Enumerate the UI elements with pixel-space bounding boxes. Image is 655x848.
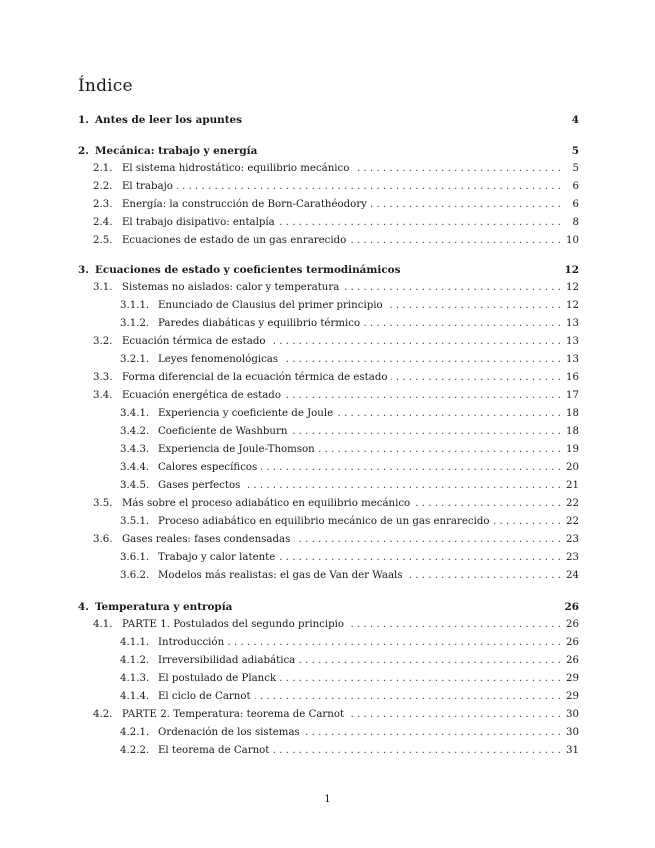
toc-entry-title: Calores específicos <box>158 462 258 473</box>
toc-entry-number: 3.6.1. <box>120 552 150 563</box>
toc-entry-number: 3.5.1. <box>120 516 150 527</box>
dot-leader <box>353 162 561 176</box>
dot-leader <box>494 515 561 529</box>
toc-entry-title: Ecuaciones de estado de un gas enrarecido <box>122 235 347 246</box>
toc-subsection-entry[interactable] <box>78 726 579 740</box>
toc-entry-page: 29 <box>566 673 579 684</box>
dot-leader <box>255 690 561 704</box>
dot-leader <box>337 407 561 421</box>
toc-entry-page: 5 <box>572 163 579 174</box>
toc-entry-number: 4.2.2. <box>120 745 150 756</box>
toc-entry-number: 4.1. <box>93 619 113 630</box>
toc-entry-page: 18 <box>566 426 579 437</box>
toc-entry-page: 29 <box>566 691 579 702</box>
dot-leader <box>348 618 561 632</box>
toc-section-entry[interactable] <box>78 389 579 403</box>
toc-entry-title: El teorema de Carnot <box>158 745 270 756</box>
dot-leader <box>282 353 561 367</box>
toc-chapter-entry[interactable] <box>78 263 579 277</box>
toc-entry-number: 4.1.1. <box>120 637 150 648</box>
toc-section-entry[interactable] <box>78 618 579 632</box>
dot-leader <box>387 299 561 313</box>
toc-entry-page: 30 <box>566 727 579 738</box>
toc-entry-page: 22 <box>566 516 579 527</box>
toc-entry-page: 13 <box>566 354 579 365</box>
dot-leader <box>299 654 561 668</box>
dot-leader <box>244 479 561 493</box>
toc-entry-title: El trabajo disipativo: entalpía <box>122 217 275 228</box>
toc-entry-title: Enunciado de Clausius del primer principio <box>158 300 383 311</box>
toc-entry-number: 2.1. <box>93 163 113 174</box>
toc-entry-title: Gases reales: fases condensadas <box>122 534 291 545</box>
toc-entry-number: 3.1. <box>93 282 113 293</box>
toc-entry-page: 4 <box>571 114 579 126</box>
toc-entry-page: 12 <box>564 264 579 276</box>
toc-section-entry[interactable] <box>78 371 579 385</box>
toc-subsection-entry[interactable] <box>78 744 579 758</box>
dot-leader <box>348 708 561 722</box>
toc-entry-number: 3.4.3. <box>120 444 150 455</box>
toc-entry-title: El trabajo <box>122 181 173 192</box>
toc-subsection-entry[interactable] <box>78 636 579 650</box>
toc-subsection-entry[interactable] <box>78 479 579 493</box>
toc-entry-number: 3.4.1. <box>120 408 150 419</box>
toc-entry-number: 2.2. <box>93 181 113 192</box>
toc-entry-title: Paredes diabáticas y equilibrio térmico <box>158 318 361 329</box>
toc-entry-page: 20 <box>566 462 579 473</box>
toc-entry-page: 23 <box>566 534 579 545</box>
toc-subsection-entry[interactable] <box>78 317 579 331</box>
toc-entry-title: Experiencia de Joule-Thomson <box>158 444 315 455</box>
toc-subsection-entry[interactable] <box>78 407 579 421</box>
toc-entry-page: 8 <box>572 217 579 228</box>
toc-entry-title: Antes de leer los apuntes <box>95 114 242 126</box>
toc-entry-title: Sistemas no aislados: calor y temperatura <box>122 282 340 293</box>
toc-section-entry[interactable] <box>78 162 579 176</box>
toc-entry-number: 3. <box>78 264 89 276</box>
dot-leader <box>319 443 561 457</box>
toc-entry-title: Ecuaciones de estado y coeficientes termodinámicos <box>95 264 401 276</box>
toc-chapter-entry[interactable] <box>78 600 579 614</box>
toc-entry-page: 13 <box>566 336 579 347</box>
toc-entry-page: 24 <box>566 570 579 581</box>
table-of-contents <box>78 0 579 848</box>
toc-entry-number: 3.1.2. <box>120 318 150 329</box>
toc-entry-number: 2.3. <box>93 199 113 210</box>
toc-section-entry[interactable] <box>78 497 579 511</box>
toc-entry-number: 3.4.2. <box>120 426 150 437</box>
toc-entry-title: Leyes fenomenológicas <box>158 354 279 365</box>
toc-subsection-entry[interactable] <box>78 654 579 668</box>
toc-entry-number: 3.4. <box>93 390 113 401</box>
toc-entry-number: 4.2. <box>93 709 113 720</box>
toc-entry-page: 16 <box>566 372 579 383</box>
toc-subsection-entry[interactable] <box>78 690 579 704</box>
toc-entry-title: PARTE 1. Postulados del segundo principio <box>122 619 345 630</box>
toc-chapter-entry[interactable] <box>78 113 579 127</box>
dot-leader <box>304 726 561 740</box>
toc-entry-page: 21 <box>566 480 579 491</box>
toc-entry-number: 3.4.5. <box>120 480 150 491</box>
toc-entry-title: Coeficiente de Washburn <box>158 426 288 437</box>
toc-section-entry[interactable] <box>78 335 579 349</box>
toc-subsection-entry[interactable] <box>78 353 579 367</box>
dot-leader <box>294 533 561 547</box>
toc-entry-number: 4.1.4. <box>120 691 150 702</box>
toc-entry-page: 23 <box>566 552 579 563</box>
toc-entry-page: 12 <box>566 282 579 293</box>
toc-entry-page: 30 <box>566 709 579 720</box>
dot-leader <box>371 198 561 212</box>
toc-entry-title: Trabajo y calor latente <box>158 552 276 563</box>
toc-section-entry[interactable] <box>78 234 579 248</box>
toc-entry-number: 4.1.2. <box>120 655 150 666</box>
page-number: 1 <box>324 794 331 805</box>
toc-entry-title: Modelos más realistas: el gas de Van der Waals <box>158 570 403 581</box>
toc-entry-number: 1. <box>78 114 89 126</box>
toc-entry-title: Introducción <box>158 637 225 648</box>
dot-leader <box>343 281 561 295</box>
toc-entry-page: 26 <box>566 655 579 666</box>
dot-leader <box>261 461 561 475</box>
toc-entry-number: 3.5. <box>93 498 113 509</box>
toc-entry-title: El postulado de Planck <box>158 673 277 684</box>
toc-entry-page: 18 <box>566 408 579 419</box>
toc-entry-number: 2.4. <box>93 217 113 228</box>
toc-entry-title: Irreversibilidad adiabática <box>158 655 296 666</box>
toc-entry-title: El ciclo de Carnot <box>158 691 251 702</box>
dot-leader <box>279 216 561 230</box>
dot-leader <box>391 371 561 385</box>
toc-entry-title: Energía: la construcción de Born-Carathéodory <box>122 199 367 210</box>
toc-entry-number: 3.4.4. <box>120 462 150 473</box>
toc-entry-page: 13 <box>566 318 579 329</box>
toc-entry-page: 19 <box>566 444 579 455</box>
dot-leader <box>350 234 561 248</box>
toc-section-entry[interactable] <box>78 198 579 212</box>
dot-leader <box>280 672 561 686</box>
toc-subsection-entry[interactable] <box>78 551 579 565</box>
toc-entry-page: 5 <box>571 145 579 157</box>
toc-entry-title: Más sobre el proceso adiabático en equilibrio mecánico <box>122 498 411 509</box>
dot-leader <box>279 551 561 565</box>
toc-entry-page: 26 <box>566 619 579 630</box>
toc-entry-title: Gases perfectos <box>158 480 241 491</box>
toc-entry-number: 2.5. <box>93 235 113 246</box>
toc-entry-title: Temperatura y entropía <box>95 601 233 613</box>
toc-section-entry[interactable] <box>78 708 579 722</box>
toc-entry-number: 3.6. <box>93 534 113 545</box>
toc-entry-page: 22 <box>566 498 579 509</box>
dot-leader <box>285 389 561 403</box>
toc-entry-page: 6 <box>572 181 579 192</box>
toc-entry-page: 26 <box>566 637 579 648</box>
toc-subsection-entry[interactable] <box>78 425 579 439</box>
toc-entry-title: Ecuación térmica de estado <box>122 336 266 347</box>
toc-subsection-entry[interactable] <box>78 461 579 475</box>
toc-entry-number: 2. <box>78 145 89 157</box>
toc-entry-number: 3.2. <box>93 336 113 347</box>
dot-leader <box>407 569 561 583</box>
toc-entry-title: Proceso adiabático en equilibrio mecánico de un gas enrarecido <box>158 516 490 527</box>
toc-entry-number: 3.6.2. <box>120 570 150 581</box>
toc-entry-page: 26 <box>564 601 579 613</box>
dot-leader <box>269 335 561 349</box>
toc-entry-page: 17 <box>566 390 579 401</box>
toc-entry-page: 31 <box>566 745 579 756</box>
toc-entry-number: 3.2.1. <box>120 354 150 365</box>
dot-leader <box>364 317 561 331</box>
toc-subsection-entry[interactable] <box>78 443 579 457</box>
toc-entry-title: Ecuación energética de estado <box>122 390 281 401</box>
toc-section-entry[interactable] <box>78 216 579 230</box>
toc-entry-page: 6 <box>572 199 579 210</box>
toc-entry-title: Mecánica: trabajo y energía <box>95 145 258 157</box>
toc-entry-page: 12 <box>566 300 579 311</box>
toc-entry-number: 3.3. <box>93 372 113 383</box>
toc-chapter-entry[interactable] <box>78 144 579 158</box>
toc-entry-number: 4.2.1. <box>120 727 150 738</box>
toc-entry-title: El sistema hidrostático: equilibrio mecánico <box>122 163 350 174</box>
toc-section-entry[interactable] <box>78 281 579 295</box>
toc-section-entry[interactable] <box>78 533 579 547</box>
toc-entry-title: Forma diferencial de la ecuación térmica de estado <box>122 372 388 383</box>
dot-leader <box>273 744 561 758</box>
toc-entry-number: 3.1.1. <box>120 300 150 311</box>
toc-subsection-entry[interactable] <box>78 569 579 583</box>
toc-entry-title: Experiencia y coeficiente de Joule <box>158 408 334 419</box>
toc-title: Índice <box>78 76 133 96</box>
toc-entry-number: 4. <box>78 601 89 613</box>
dot-leader <box>414 497 561 511</box>
toc-entry-page: 10 <box>566 235 579 246</box>
toc-section-entry[interactable] <box>78 180 579 194</box>
toc-subsection-entry[interactable] <box>78 672 579 686</box>
toc-subsection-entry[interactable] <box>78 299 579 313</box>
dot-leader <box>228 636 561 650</box>
dot-leader <box>177 180 561 194</box>
toc-entry-title: PARTE 2. Temperatura: teorema de Carnot <box>122 709 345 720</box>
toc-subsection-entry[interactable] <box>78 515 579 529</box>
toc-entry-number: 4.1.3. <box>120 673 150 684</box>
dot-leader <box>291 425 561 439</box>
toc-entry-title: Ordenación de los sistemas <box>158 727 300 738</box>
